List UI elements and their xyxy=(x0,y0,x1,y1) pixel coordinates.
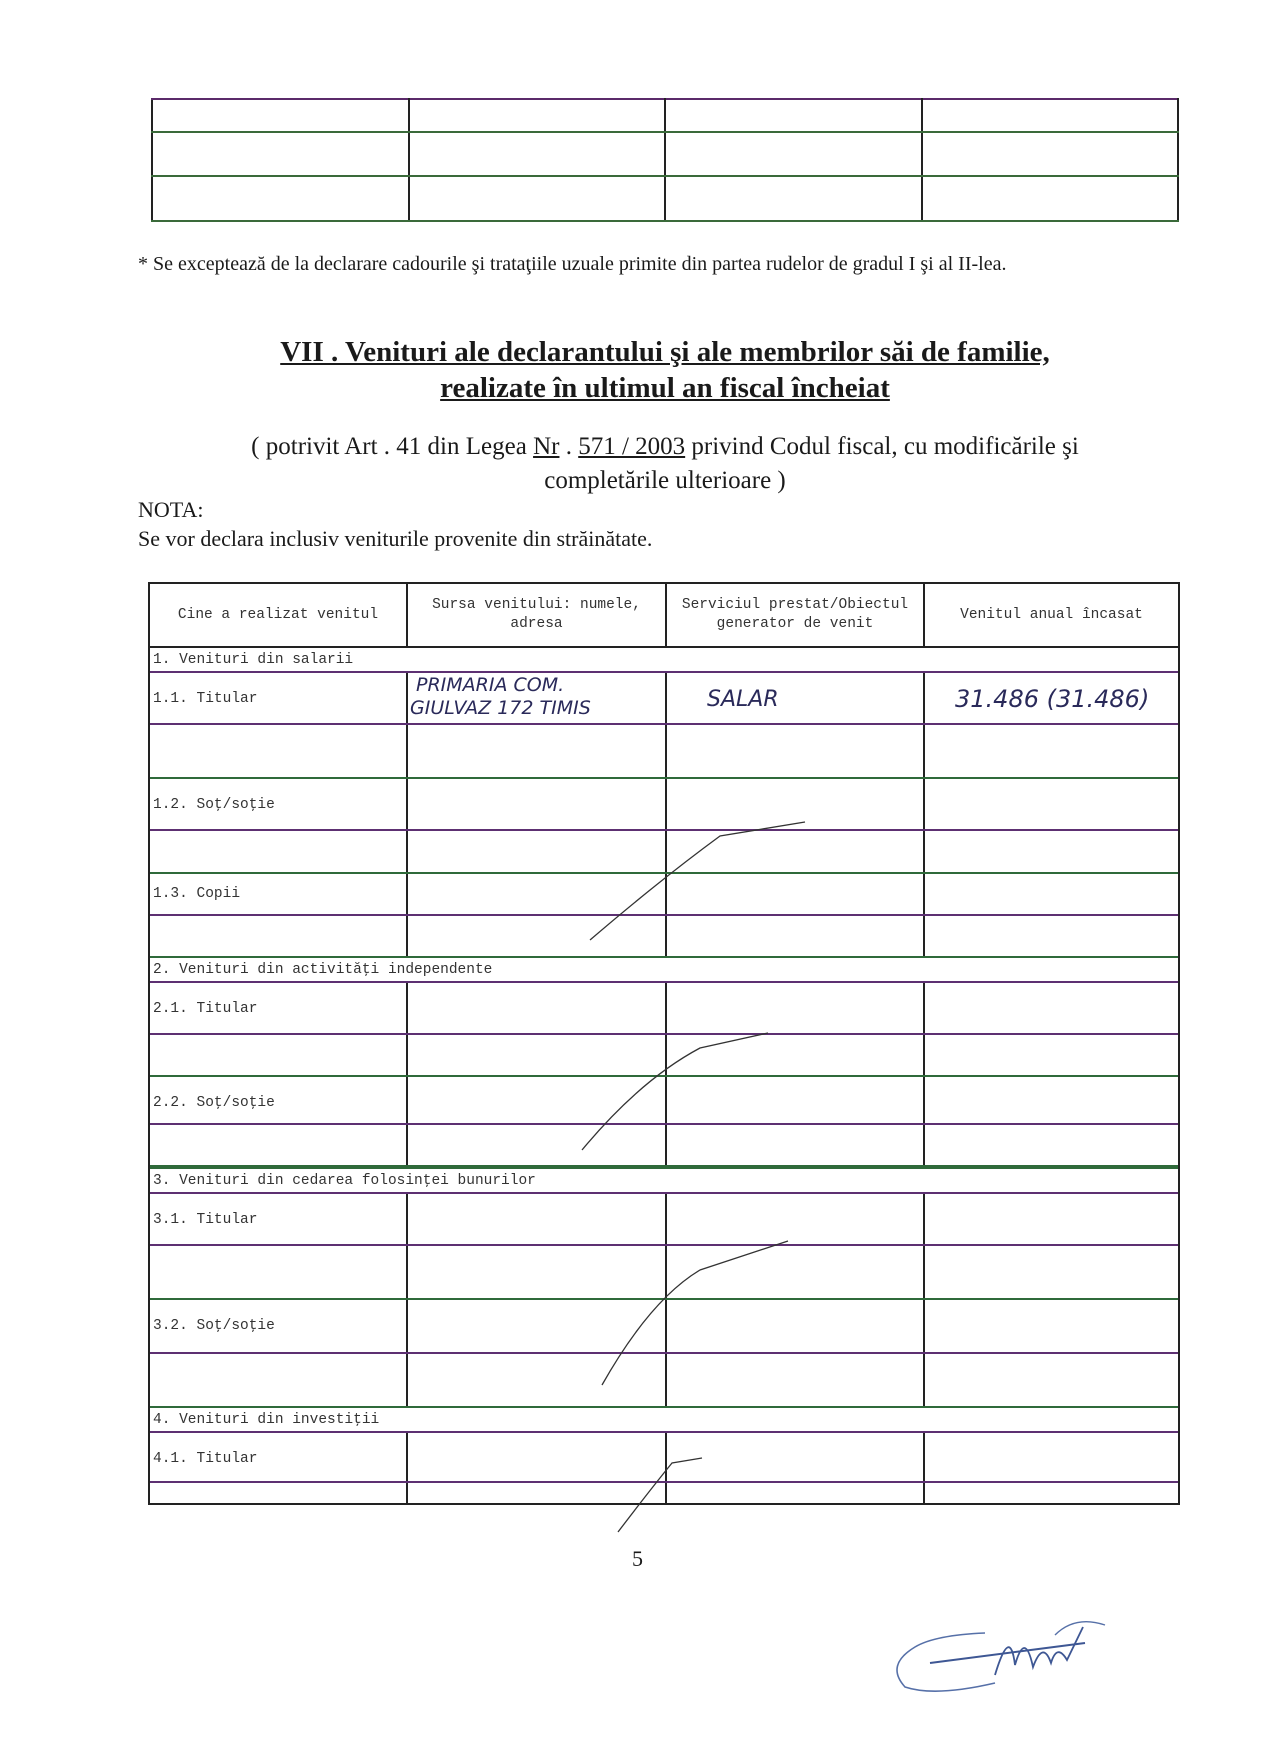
header-who: Cine a realizat venitul xyxy=(150,584,408,646)
section-label: 1. Venituri din salarii xyxy=(153,651,354,668)
table-row xyxy=(150,1354,1178,1408)
handwritten-source-2: GIULVAZ 172 TIMIS xyxy=(410,697,591,719)
ref-prefix: ( potrivit Art . 41 din Legea xyxy=(251,433,534,460)
table-row xyxy=(150,983,1178,1035)
section-cedare xyxy=(150,1169,1178,1194)
handwritten-amount: 31.486 (31.486) xyxy=(955,685,1150,713)
source-cell xyxy=(408,673,667,723)
header-source: Sursa venitului: numele, adresa xyxy=(408,584,667,646)
section-label: 2. Venituri din activităţi independente xyxy=(153,961,493,978)
nota-label: NOTA: xyxy=(138,497,204,522)
section-investitii xyxy=(150,1408,1178,1433)
income-table xyxy=(148,582,1180,1505)
section-heading xyxy=(150,334,1180,406)
row-label: 2.1. Titular xyxy=(150,983,408,1033)
row-label: 1.3. Copii xyxy=(150,874,408,914)
table-row xyxy=(150,831,1178,874)
row-label: 3.2. Soţ/soţie xyxy=(150,1300,408,1352)
table-row xyxy=(150,874,1178,916)
service-cell xyxy=(667,673,925,723)
row-label: 3.1. Titular xyxy=(150,1194,408,1244)
section-salarii xyxy=(150,648,1178,673)
row-label: 2.2. Soţ/soţie xyxy=(150,1077,408,1123)
table-row xyxy=(150,1483,1178,1503)
table-header-row xyxy=(150,584,1178,648)
table-row xyxy=(150,1300,1178,1354)
ref-law: 571 / 2003 xyxy=(578,433,686,460)
section-label: 4. Venituri din investiţii xyxy=(153,1411,380,1428)
legal-reference xyxy=(150,430,1180,498)
ref-nr: Nr xyxy=(533,433,560,460)
ref-suffix: privind Codul fiscal, cu modificările şi xyxy=(685,433,1079,460)
table-row xyxy=(150,1194,1178,1246)
ref-middle: . xyxy=(559,433,579,460)
page-number: 5 xyxy=(632,1546,643,1571)
amount-cell xyxy=(925,673,1178,723)
table-row xyxy=(150,1125,1178,1169)
header-amount: Venitul anual încasat xyxy=(960,606,1143,623)
table-row xyxy=(150,1077,1178,1125)
section-independente xyxy=(150,958,1178,983)
table-row xyxy=(150,725,1178,779)
row-label: 4.1. Titular xyxy=(150,1433,408,1481)
ref-line-2: completările ulterioare ) xyxy=(544,467,786,494)
signature-image xyxy=(875,1605,1135,1705)
section-label: 3. Venituri din cedarea folosinţei bunurilor xyxy=(153,1172,536,1189)
table-row xyxy=(150,779,1178,831)
table-row xyxy=(150,1246,1178,1300)
table-row xyxy=(150,1433,1178,1483)
table-row xyxy=(150,1035,1178,1077)
table-row xyxy=(150,916,1178,958)
nota-text: Se vor declara inclusiv veniturile provenite din străinătate. xyxy=(138,526,653,551)
row-label: 1.1. Titular xyxy=(150,673,408,723)
table-row xyxy=(150,673,1178,725)
heading-line-2: realizate în ultimul an fiscal încheiat xyxy=(440,372,890,404)
heading-line-1: VII . Venituri ale declarantului şi ale membrilor săi de familie, xyxy=(280,336,1050,368)
footnote: * Se exceptează de la declarare cadourile şi trataţiile uzuale primite din partea rudelor de gradul I şi al II-lea. xyxy=(138,253,1007,275)
handwritten-source-1: PRIMARIA COM. xyxy=(416,674,565,696)
header-service: Serviciul prestat/Obiectul generator de venit xyxy=(667,584,925,646)
previous-section-table xyxy=(151,98,1179,222)
row-label: 1.2. Soţ/soţie xyxy=(150,779,408,829)
handwritten-service: SALAR xyxy=(707,687,779,712)
